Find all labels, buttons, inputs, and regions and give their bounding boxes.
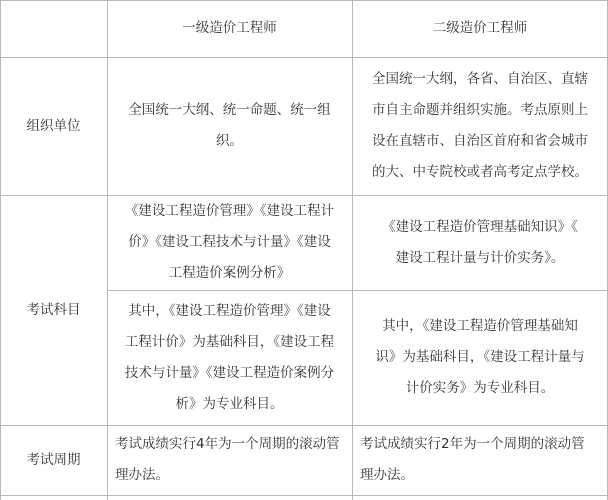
text-line: 全国统一大纲、统一命题、统一组 [128,102,331,118]
text-line: 考试成绩实行4年为一个周期的滚动管 [115,436,340,452]
text-line: 的大、中专院校或者高考定点学校。 [372,164,588,180]
cell-subjects-level2 [352,195,608,290]
header-level1 [107,0,352,57]
header-text: 一级造价工程师 [182,20,277,36]
text-line: 识》为基础科目，《建设工程计量与 [375,349,585,365]
row-label-org [0,57,107,195]
text-line: 考试成绩实行2年为一个周期的滚动管 [360,436,585,452]
cell-cycle-level1 [107,425,352,495]
row-label: 考试科目 [26,301,81,318]
cell-org-level1 [107,57,352,195]
text-line: 《建设工程造价管理》《建设工程计 [124,203,335,219]
cell-org-level2 [352,57,608,195]
row-label-cycle [0,425,107,495]
text-line: 价》《建设工程技术与计量》《建设 [128,234,331,250]
text-line: 析》为专业科目。 [175,395,284,412]
text-line: 建设工程计量与计价实务》。 [395,249,565,266]
text-line: 理办法。 [115,467,169,483]
text-line: 全国统一大纲，各省、自治区、直辖 [372,71,588,87]
cell-cycle-level2 [352,425,608,495]
cell-subjects-level2-note [352,290,608,425]
header-level2 [352,0,608,57]
text-line: 其中，《建设工程造价管理基础知 [382,318,578,334]
text-line: 工程计价》为基础科目，《建设工程 [124,333,335,350]
row-label: 组织单位 [26,117,81,134]
cell-subjects-level1-note [107,290,352,425]
text-line: 理办法。 [360,467,414,483]
cell-subjects-level1 [107,195,352,290]
text-line: 设在直辖市、自治区首府和省会城市 [372,133,588,149]
text-line: 《建设工程造价管理基础知识》《 [382,218,578,235]
text-line: 市自主命题并组织实施。考点原则上 [372,102,588,118]
text-line: 其中，《建设工程造价管理》《建设 [128,302,331,319]
text-line: 工程造价案例分析》 [168,265,291,281]
text-line: 计价实务》为专业科目。 [405,380,555,396]
row-label-subjects [0,195,107,425]
text-line: 技术与计量》《建设工程造价案例分 [124,364,335,381]
text-line: 织。 [216,133,243,149]
header-text: 二级造价工程师 [432,20,528,36]
row-label: 考试周期 [26,451,81,468]
